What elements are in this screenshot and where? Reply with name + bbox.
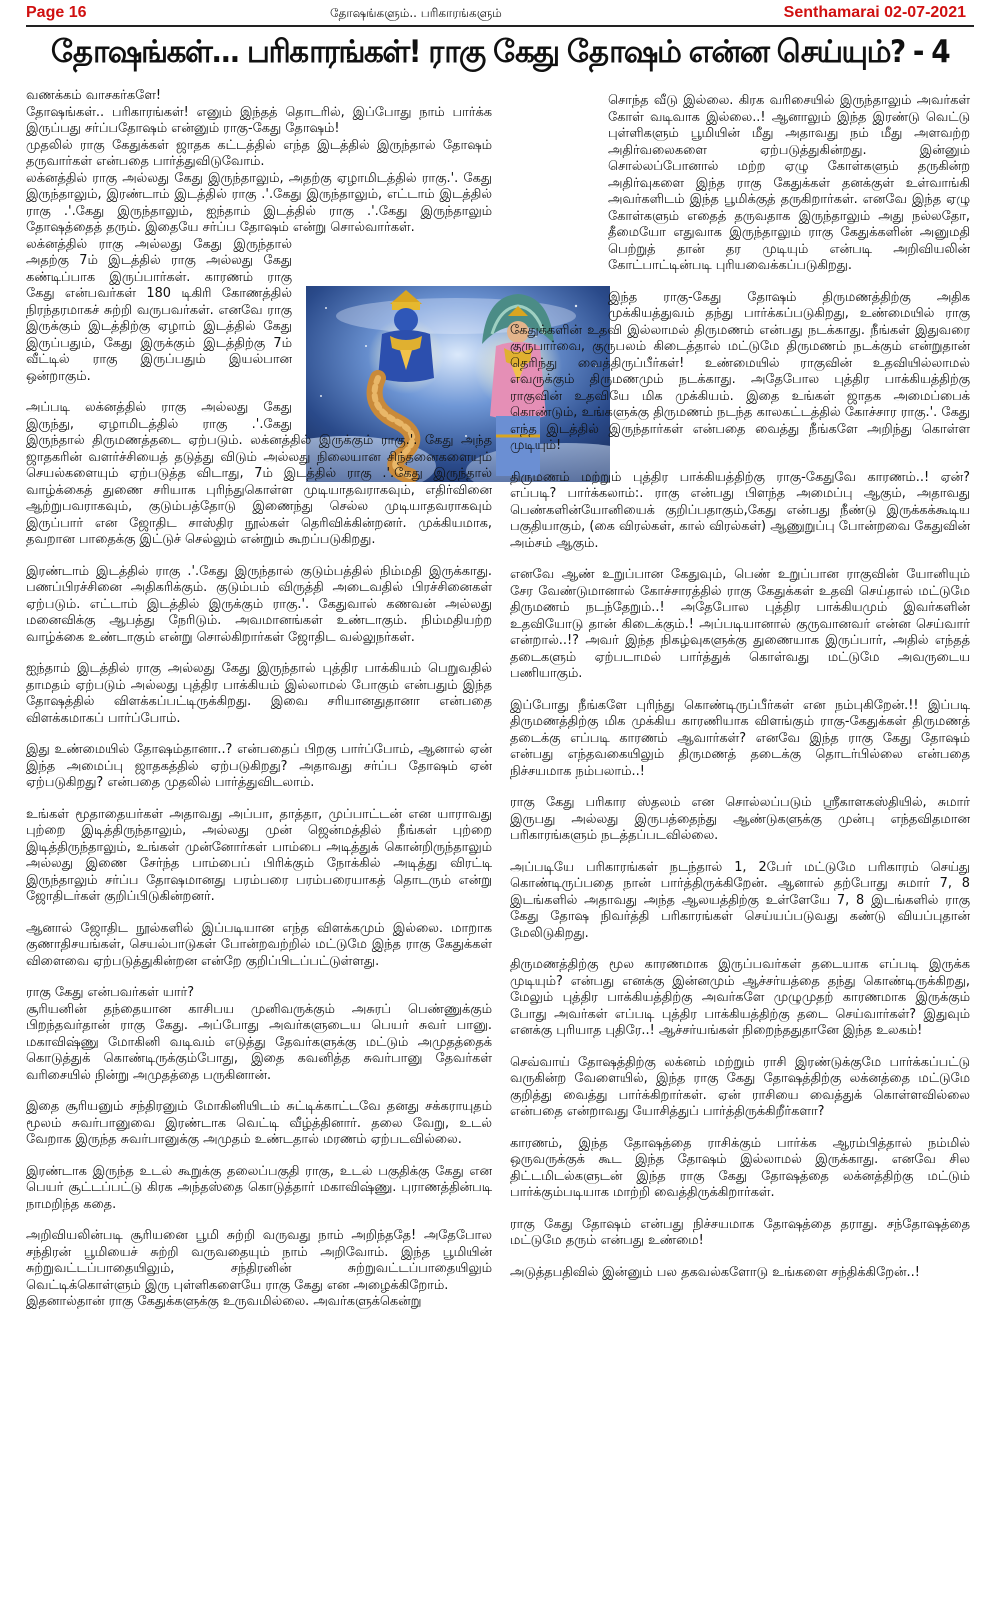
- paragraph: சூரியனின் தந்தையான காசிபய முனிவருக்கும் அசுரப் பெண்ணுக்கும் பிறந்தவர்தான் ராகு கேது. அப்போது அவர்களுடைய பெயர் சுவர் பானு. மகாவிஷ்ணு மோகினி வடிவம் எடுத்து தேவர்களுக்கு மட்டும் அமுதத்தைக் கொடுத்துக் கொண்டிருக்கும்போது, இதை கவனித்த சுவர்பானு தேவர்கள் வரிசையில் நின்று அமுதத்தை பருகினான்.: [26, 1001, 492, 1083]
- paragraph: வணக்கம் வாசகர்களே!: [26, 88, 162, 103]
- paragraph: ராகு கேது தோஷம் என்பது நிச்சயமாக தோஷத்தை தராது. சந்தோஷத்தை மட்டுமே தரும் என்பது உண்மை!: [510, 1216, 970, 1248]
- paragraph: ராகு கேது பரிகார ஸ்தலம் என சொல்லப்படும் ஸ்ரீகாளகஸ்தியில், சுமார் இருபது அல்லது இருபத்தைந்து ஆண்டுகளுக்கு முன்பு எந்தவிதமான பரிகாரங்களும் நடத்தப்படவில்லை.: [510, 795, 970, 843]
- paragraph: அப்படியே பரிகாரங்கள் நடந்தால் 1, 2பேர் மட்டுமே பரிகாரம் செய்து கொண்டிருப்பதை நான் பார்த்திருக்கிறேன். ஆனால் தற்போது சுமார் 7, 8 இடங்களில் அதாவது அந்த ஆலயத்திற்கு உள்ளேயே 7, 8 இடங்களில் ராகு கேது தோஷ நிவர்த்தி பரிகாரங்கள் செய்யப்படுவது கண்டு வியப்புதான் மேலிடுகிறது.: [510, 859, 970, 941]
- section-title: தோஷங்களும்.. பரிகாரங்களும்: [330, 6, 502, 20]
- paragraph: இந்த ராகு-கேது தோஷம் திருமணத்திற்கு அதிக முக்கியத்துவம் தந்து பார்க்கப்படுகிறது, உண்மையில் ராகு கேதுக்களின் உதவி இல்லாமல் திருமணம் என்பது நடக்காது. நீங்கள் இதுவரை குருபார்வை, குருபலம் கிடைத்தால் மட்டுமே திருமணம் நடக்கும் என்றுதான் தெரிந்து வைத்திருப்பீர்கள்! உண்மையில் ராகுவின் உதவியில்லாமல் எவருக்கும் திருமணமும் நடக்காது. அதேபோல புத்திர பாக்கியத்திற்கு ராகுவின் உதவியே மிக முக்கியம். இதை உங்கள் ஜாதக அமைப்பைக் கொண்டும், உங்களுக்கு திருமணம் நடந்த காலகட்டத்தில் கோச்சார ராகு.'. கேது எந்த இடத்தில் இருந்தார்கள் என்பதை வைத்து நீங்களே அறிந்து கொள்ள முடியும்!: [510, 289, 970, 453]
- paragraph: லக்னத்தில் ராகு அல்லது கேது இருந்தால் அதற்கு 7ம் இடத்தில் ராகு அல்லது கேது கண்டிப்பாக இருப்பார்கள். காரணம் ராகு கேது என்பவர்கள் 180 டிகிரி கோணத்தில் நிரந்தரமாகச் சுற்றி வருபவர்கள். எனவே ராகு இருக்கும் இடத்திற்கு ஏழாம் இடத்தில் கேது இருப்பதும், கேது இருக்கும் இடத்திற்கு 7ம் வீட்டில் ராகு இருப்பதும் இயல்பான ஒன்றாகும்.: [26, 236, 292, 384]
- paragraph: அப்படி லக்னத்தில் ராகு அல்லது கேது இருந்து, ஏழாமிடத்தில் ராகு .'.கேது இருந்தால் திருமணத்தடை ஏற்படும். லக்னத்தில் இருக்கும் ராகு.'. கேது அந்த ஜாதகரின் வளர்ச்சியைத் தடுத்து விடும் அல்லது நிலையான சிந்தனைகளையும் செயல்களையும் ஏற்படுத்த விடாது, 7ம் இடத்தில் ராகு .'.கேது இருந்தால் வாழ்க்கைத் துணை சரியாக புரிந்துகொள்ள முடியாதவராகவும், எதிர்வினை ஆற்றுபவராகவும், குடும்பத்தோடு இணைந்து செல்ல முடியாதவராகவும் இருப்பார் என ஜோதிட சாஸ்திர நூல்கள் தெரிவிக்கின்றனர். முக்கியமாக, தவறான பாதைக்கு இட்டுச் செல்லும் என்றும் கூறப்படுகிறது.: [26, 400, 492, 547]
- article-headline: தோஷங்கள்... பரிகாரங்கள்! ராகு கேது தோஷம் என்ன செய்யும்? - 4: [50, 34, 950, 70]
- paragraph: முதலில் ராகு கேதுக்கள் ஜாதக கட்டத்தில் எந்த இடத்தில் இருந்தால் தோஷம் தருவார்கள் என்பதை பார்த்துவிடுவோம்.: [26, 137, 492, 169]
- paragraph: லக்னத்தில் ராகு அல்லது கேது இருந்தாலும், அதற்கு ஏழாமிடத்தில் ராகு.'. கேது இருந்தாலும், இரண்டாம் இடத்தில் ராகு .'.கேது இருந்தாலும், எட்டாம் இடத்தில் ராகு .'.கேது இருந்தாலும், ஐந்தாம் இடத்தில் ராகு .'.கேது இருந்தாலும் தோஷத்தைத் தரும். இதையே சர்ப்ப தோஷம் என்று சொல்வார்கள்.: [26, 170, 492, 235]
- paragraph: இது உண்மையில் தோஷம்தானா..? என்பதைப் பிறகு பார்ப்போம், ஆனால் ஏன் இந்த அமைப்பு ஜாதகத்தில் ஏற்படுகிறது? அதாவது சர்ப்ப தோஷம் ஏன் ஏற்படுகிறது? என்பதை முதலில் பார்த்துவிடலாம்.: [26, 742, 492, 790]
- paragraph: இரண்டாம் இடத்தில் ராகு .'.கேது இருந்தால் குடும்பத்தில் நிம்மதி இருக்காது. பணப்பிரச்சினை அதிகரிக்கும். குடும்பம் விருத்தி அடைவதில் பிரச்சினைகள் ஏற்படும். எட்டாம் இடத்தில் இருக்கும் ராகு.'. கேதுவால் கணவன் அல்லது மனைவிக்கு ஆபத்து நேரிடும். அவமானங்கள் உண்டாகும். நிம்மதியற்ற வாழ்க்கை உண்டாகும் என்று சொல்கிறார்கள் ஜோதிட வல்லுநர்கள்.: [26, 563, 492, 645]
- paragraph: இப்போது நீங்களே புரிந்து கொண்டிருப்பீர்கள் என நம்புகிறேன்.!! இப்படி திருமணத்திற்கு மிக முக்கிய காரணியாக விளங்கும் ராகு-கேதுக்கள் திருமணத் தடைக்கு எப்படி காரணம் ஆவார்கள்? எனவே இந்த ராகு கேது தோஷம் என்பது எந்தவகையிலும் திருமணத் தடைக்கு தொடர்பில்லை என்பதை நிச்சயமாக நம்பலாம்..!: [510, 697, 970, 779]
- paragraph: செவ்வாய் தோஷத்திற்கு லக்னம் மற்றும் ராசி இரண்டுக்குமே பார்க்கப்பட்டு வருகின்ற வேளையில், இந்த ராகு கேது தோஷத்திற்கு லக்னத்தை மட்டுமே குறித்து வைத்து பார்க்கிறார்கள். ஏன் ராசியை வைத்துக் கொள்ளவில்லை என்பதை என்றாவது யோசித்துப் பார்த்திருக்கிறீர்களா?: [510, 1054, 970, 1119]
- paragraph: இரண்டாக இருந்த உடல் கூறுக்கு தலைப்பகுதி ராகு, உடல் பகுதிக்கு கேது என பெயர் சூட்டப்பட்டு கிரக அந்தஸ்தை கொடுத்தார் மகாவிஷ்ணு. புராணத்தின்படி நாமறிந்த கதை.: [26, 1163, 492, 1212]
- paragraph: அடுத்தபதிவில் இன்னும் பல தகவல்களோடு உங்களை சந்திக்கிறேன்..!: [510, 1264, 920, 1280]
- page-header: [0, 0, 1000, 26]
- image-wrap-space: [300, 239, 496, 421]
- page-number: Page 16: [26, 4, 87, 21]
- paragraph: ஆனால் ஜோதிட நூல்களில் இப்படியான எந்த விளக்கமும் இல்லை. மாறாக குணாதிசயங்கள், செயல்பாடுகள் போன்றவற்றில் மட்டுமே இந்த ராகு கேதுக்கள் விளைவை ஏற்படுத்துகின்றன என்றே குறிப்பிடப்பட்டுள்ளது.: [26, 920, 492, 969]
- paragraph: இதை சூரியனும் சந்திரனும் மோகினியிடம் சுட்டிக்காட்டவே தனது சக்கராயுதம் மூலம் சுவர்பானுவை இரண்டாக வெட்டி வீழ்த்தினார். தலை வேறு, உடல் வேறாக இருந்த சுவர்பானுக்கு அமுதம் உண்டதால் மரணம் ஏற்படவில்லை.: [26, 1099, 492, 1147]
- paragraph: இதனால்தான் ராகு கேதுக்களுக்கு உருவமில்லை. அவர்களுக்கென்று: [26, 1294, 422, 1309]
- paragraph: தோஷங்கள்.. பரிகாரங்கள்! எனும் இந்தத் தொடரில், இப்போது நாம் பார்க்க இருப்பது சர்ப்பதோஷம் என்னும் ராகு-கேது தோஷம்!: [26, 104, 492, 136]
- paragraph: ஐந்தாம் இடத்தில் ராகு அல்லது கேது இருந்தால் புத்திர பாக்கியம் பெறுவதில் தாமதம் ஏற்படும் அல்லது புத்திர பாக்கியம் இல்லாமல் போகும் என்பதும் இந்த தோஷத்தில் விளக்கப்பட்டிருக்கிறது. இவை சரியானதுதானா என்பதை விளக்கமாகப் பார்ப்போம்.: [26, 661, 492, 726]
- paragraph: எனவே ஆண் உறுப்பான கேதுவும், பெண் உறுப்பான ராகுவின் யோனியும் சேர வேண்டுமானால் கோச்சாரத்தில் ராகு கேதுக்கள் உதவி செய்தால் மட்டுமே திருமணம் நடந்தேறும்..! அதேபோல புத்திர பாக்கியமும் இவர்களின் உதவியோடு தான் கிடைக்கும்.! அப்படியானால் குருவானவர் என்ன செய்வார் என்றால்..!? அவர் இந்த நிகழ்வுகளுக்கு துணையாக இருப்பார், அதில் எந்தத் தடைகளும் ஏற்படாமல் பார்த்துக் கொள்வது மட்டுமே அவருடைய பணியாகும்.: [510, 567, 970, 681]
- paragraph: காரணம், இந்த தோஷத்தை ராசிக்கும் பார்க்க ஆரம்பித்தால் நம்மில் ஒருவருக்குக் கூட இந்த தோஷம் இல்லாமல் இருக்காது. எனவே சில திட்டமிடல்களுடன் இந்த ராகு கேது தோஷத்தை லக்னத்திற்கு மட்டும் பார்க்கும்படியாக மாற்றி வைத்திருக்கிறார்கள்.: [510, 1135, 970, 1200]
- paragraph: உங்கள் மூதாதையர்கள் அதாவது அப்பா, தாத்தா, முப்பாட்டன் என யாராவது புற்றை இடித்திருந்தாலும், அல்லது முன் ஜென்மத்தில் நீங்கள் புற்றை இடித்திருந்தாலும், உங்கள் முன்னோர்கள் பாம்பை அடித்துக் கொன்றிருந்தாலும் அல்லது இணை சேர்ந்த பாம்பைப் பிரிக்கும் நோக்கில் அடித்து விரட்டி இருந்தாலும் சர்ப்ப தோஷமானது பரம்பரை பரம்பரையாகத் தொடரும் என்று ஜோதிடர்கள் குறிப்பிடுகின்றனர்.: [26, 806, 492, 904]
- header-divider: [26, 25, 974, 27]
- subheading: ராகு கேது என்பவர்கள் யார்?: [26, 985, 195, 1000]
- left-column: [26, 88, 492, 1311]
- publication-date: Senthamarai 02-07-2021: [783, 4, 966, 21]
- image-wrap-space: [504, 93, 602, 319]
- right-column: [510, 93, 970, 1296]
- paragraph: அறிவியலின்படி சூரியனை பூமி சுற்றி வருவது நாம் அறிந்ததே! அதேபோல சந்திரன் பூமியைச் சுற்றி வருவதையும் நாம் அறிவோம். இந்த பூமியின் சுற்றுவட்டப்பாதையிலும், சந்திரனின் சுற்றுவட்டப்பாதையிலும் வெட்டிக்கொள்ளும் இரு புள்ளிகளையே ராகு கேது என அழைக்கிறோம்.: [26, 1228, 492, 1293]
- paragraph: திருமணத்திற்கு மூல காரணமாக இருப்பவர்கள் தடையாக எப்படி இருக்க முடியும்? என்பது எனக்கு இன்னமும் ஆச்சர்யத்தை தந்து கொண்டிருக்கிறது, மேலும் புத்திர பாக்கியத்திற்கு அவர்களே முழுமுதற் காரணமாக இருக்கும் போது அவர்கள் எப்படி புத்திர பாக்கியத்திற்கு தடை செய்வார்கள்? இதுவும் எனக்கு புரியாத புதிரே..! ஆச்சர்யங்கள் நிறைந்ததுதானே இந்த உலகம்!: [510, 957, 970, 1038]
- paragraph: திருமணம் மற்றும் புத்திர பாக்கியத்திற்கு ராகு-கேதுவே காரணம்..! ஏன்? எப்படி? பார்க்கலாம்:. ராகு என்பது பிளந்த அமைப்பு ஆகும், அதாவது பெண்களின்யோனியைக் குறிப்பதாகும்,கேது என்பது நீண்டு இருக்கக்கூடிய பகுதியாகும், (கை விரல்கள், கால் விரல்கள்) ஆணுறுப்பு போன்றவை கேதுவின் அம்சம் ஆகும்.: [510, 469, 970, 551]
- paragraph: சொந்த வீடு இல்லை. கிரக வரிசையில் இருந்தாலும் அவர்கள் கோள் வடிவாக இல்லை..! ஆனாலும் இந்த இரண்டு வெட்டு புள்ளிகளும் பூமியின் மீது அதாவது நம் மீது அளவற்ற அதிர்வலைகளை ஏற்படுத்துகின்றது. இன்னும் சொல்லப்போனால் மற்ற ஏழு கோள்களும் தருகின்ற அதிர்வுகளை இந்த ராகு கேதுக்கள் தனக்குள் உள்வாங்கி அவர்களிடம் இந்த பூமிக்குத் தருகிறார்கள். எனவே இந்த ஏழு கோள்களும் எதைத் தருவதாக இருந்தாலும் அது நல்லதோ, தீமையோ எதுவாக இருந்தாலும் ராகு கேதுக்களின் அனுமதி பெற்றுத் தான் தர முடியும் என்படி அறிவியலின் கோட்பாட்டின்படி புரியவைக்கப்படுகிறது.: [608, 93, 970, 273]
